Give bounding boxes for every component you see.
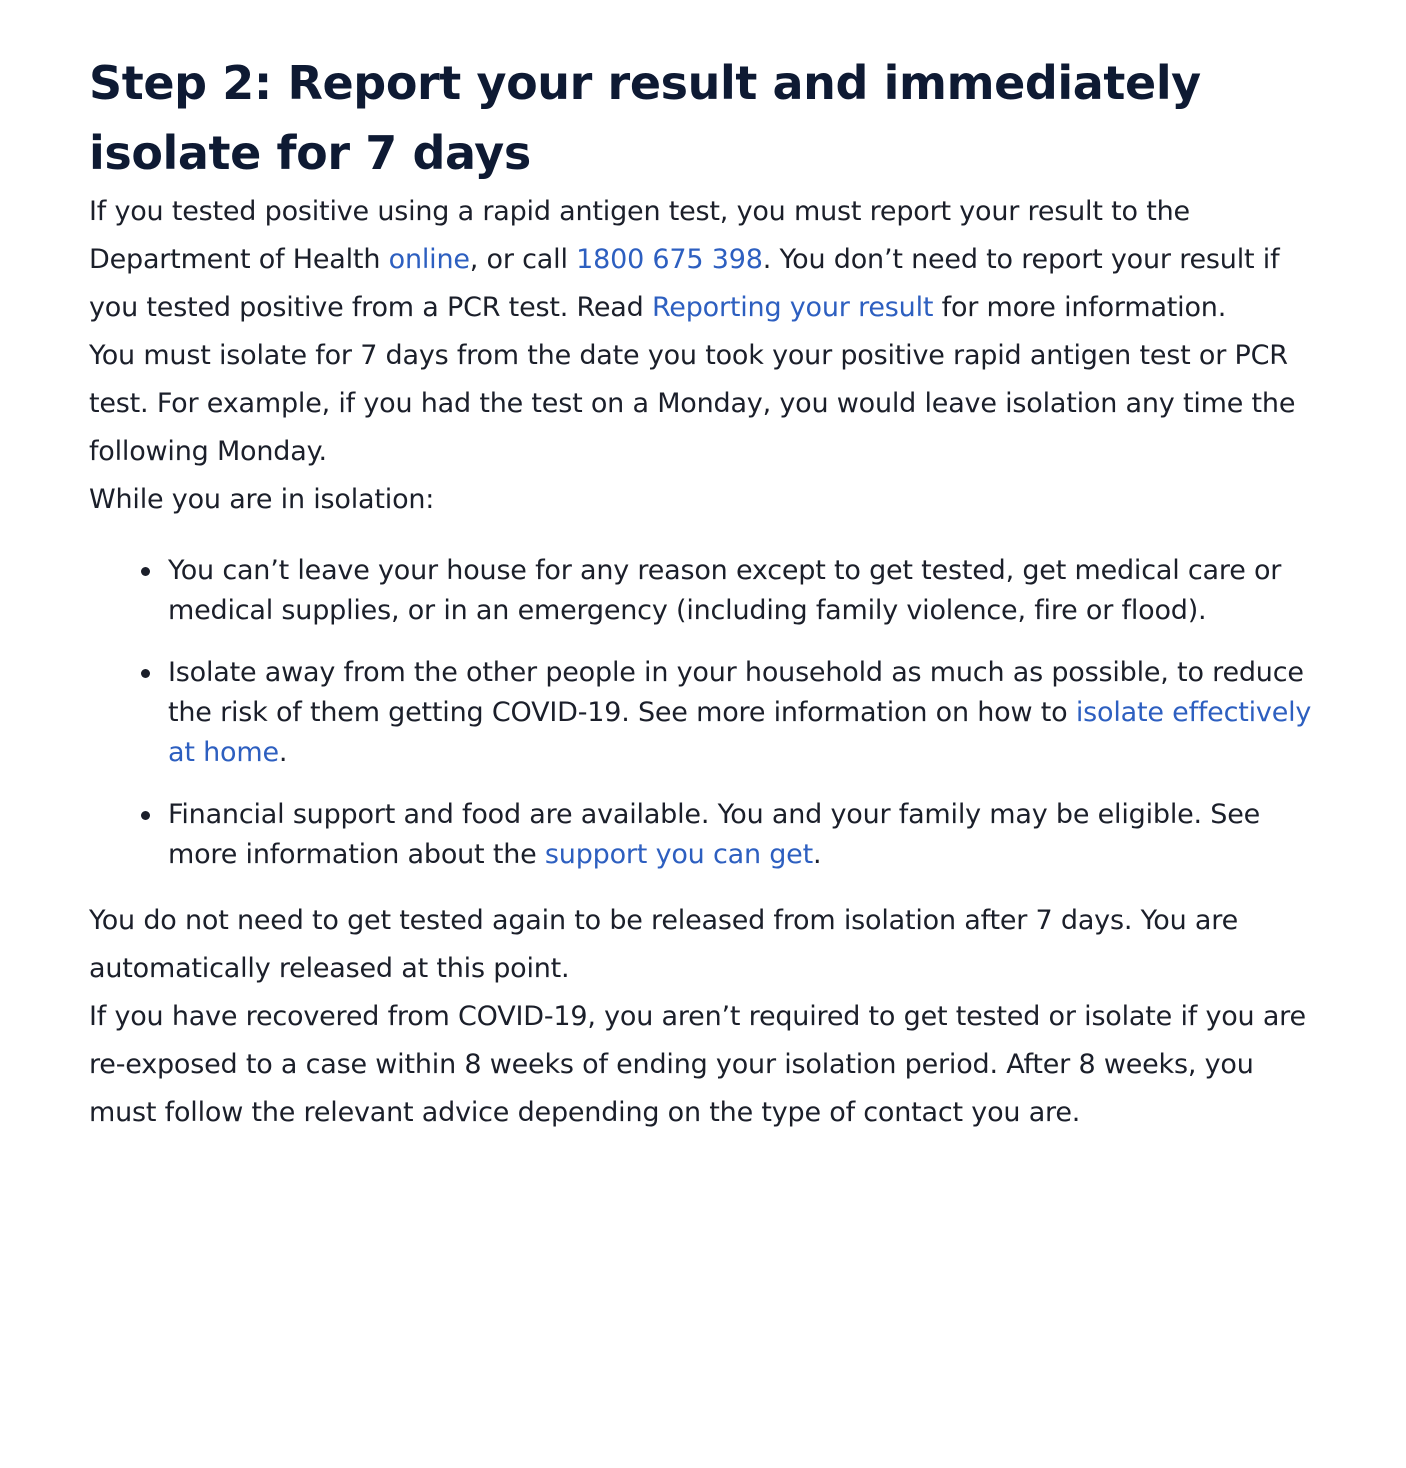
list-item	[168, 795, 1329, 875]
isolation-duration-paragraph: You must isolate for 7 days from the date you took your positive rapid antigen test or PCR test. For example, if you had the test on a Monday, you would leave isolation any time the following Monday.	[89, 340, 1296, 467]
main-content	[89, 48, 1329, 1137]
report-text-4: for more information.	[933, 292, 1227, 323]
isolation-rules-list	[89, 551, 1329, 875]
list-item	[168, 551, 1329, 631]
isolate-effectively-link[interactable]: isolate effectively at home	[168, 697, 1312, 768]
release-paragraph: You do not need to get tested again to be released from isolation after 7 days. You are automatically released at this point.	[89, 905, 1238, 984]
online-link[interactable]: online	[388, 244, 470, 275]
list-item-text-end: .	[812, 839, 822, 870]
report-text-1: If you tested positive using a rapid antigen test, you must report your result to the Department of Health	[89, 196, 1190, 275]
list-item-text: Financial support and food are available. You and your family may be eligible. See more information about the	[168, 799, 1261, 870]
reporting-result-link[interactable]: Reporting your result	[651, 292, 934, 323]
report-text-3: . You don’t need to report your result if you tested positive from a PCR test. Read	[89, 244, 1280, 323]
bullet-icon	[141, 567, 150, 576]
bullet-icon	[141, 811, 150, 820]
while-isolating-paragraph: While you are in isolation:	[89, 484, 435, 515]
phone-link[interactable]: 1800 675 398	[576, 244, 763, 275]
page-heading: Step 2: Report your result and immediately isolate for 7 days	[89, 56, 1201, 180]
recovered-paragraph: If you have recovered from COVID-19, you aren’t required to get tested or isolate if you are re-exposed to a case within 8 weeks of ending your isolation period. After 8 weeks, you must follow the relevant advice depending on the type of contact you are.	[89, 1001, 1306, 1128]
list-item-text: You can’t leave your house for any reason except to get tested, get medical care or medical supplies, or in an emergency (including family violence, fire or flood).	[168, 555, 1282, 626]
support-link[interactable]: support you can get	[544, 839, 813, 870]
report-text-2: , or call	[469, 244, 577, 275]
list-item	[168, 653, 1329, 773]
list-item-text-end: .	[278, 737, 288, 768]
list-item-text: Isolate away from the other people in your household as much as possible, to reduce the risk of them getting COVID-19. See more information on how to	[168, 657, 1304, 728]
bullet-icon	[141, 669, 150, 678]
report-result-paragraph	[89, 188, 1329, 332]
